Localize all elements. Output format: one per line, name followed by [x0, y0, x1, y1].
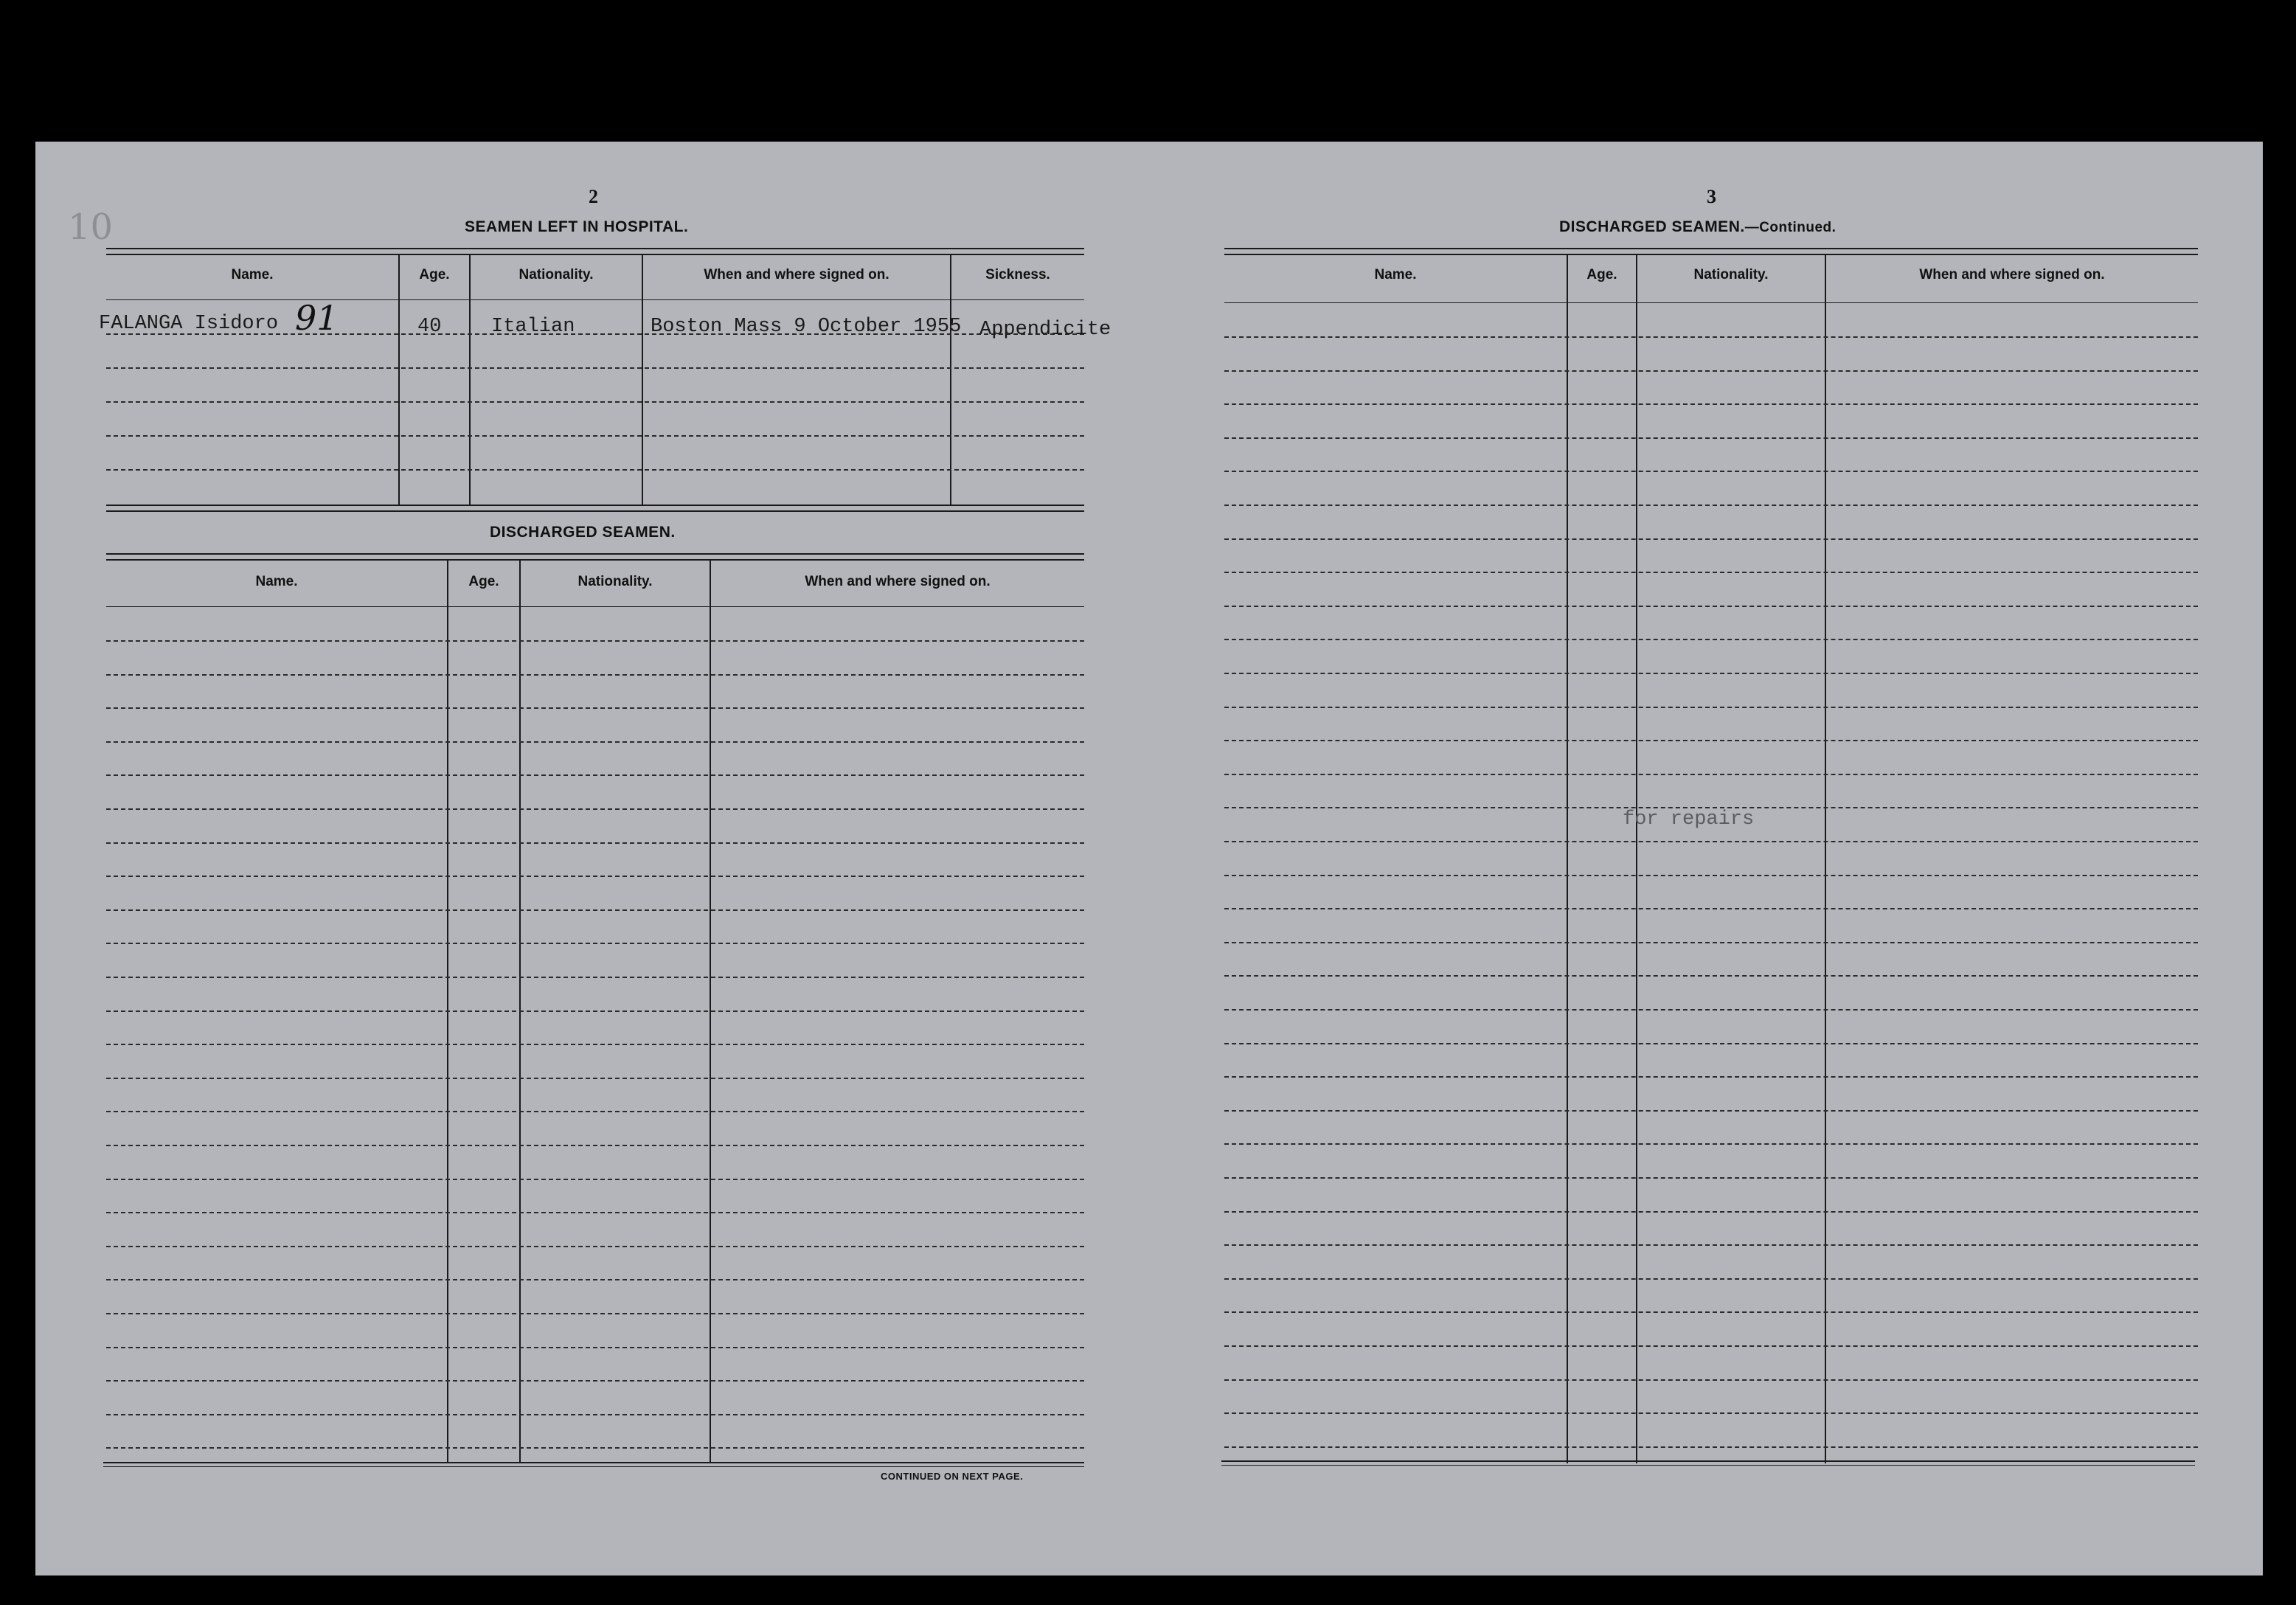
column-divider	[1567, 254, 1568, 1463]
row-line	[1224, 1110, 2198, 1112]
column-header-nationality: Nationality.	[578, 574, 653, 589]
table-rule	[1224, 248, 2198, 249]
row-line	[106, 774, 1084, 776]
hospital-section-title: SEAMEN LEFT IN HOSPITAL.	[465, 218, 689, 235]
seaman-age: 40	[417, 316, 442, 338]
row-line	[106, 640, 1084, 642]
row-line	[1224, 1345, 2198, 1347]
column-divider	[398, 254, 400, 505]
row-line	[1224, 841, 2198, 842]
row-line	[1224, 1244, 2198, 1246]
row-line	[1224, 1043, 2198, 1044]
column-header-signed-on: When and where signed on.	[805, 574, 991, 589]
table-rule	[1224, 302, 2198, 303]
row-line	[1224, 1211, 2198, 1213]
row-line	[1224, 370, 2198, 372]
row-line	[1224, 975, 2198, 977]
row-line	[1224, 1412, 2198, 1414]
row-line	[1224, 673, 2198, 674]
row-line	[1224, 942, 2198, 943]
row-line	[106, 1078, 1084, 1079]
row-line	[106, 1246, 1084, 1247]
row-line	[1224, 437, 2198, 439]
row-line	[1224, 1278, 2198, 1280]
seaman-nationality: Italian	[491, 316, 575, 338]
row-line	[106, 674, 1084, 676]
row-line	[106, 1347, 1084, 1348]
row-line	[106, 808, 1084, 810]
table-rule	[1221, 1460, 2195, 1462]
row-line	[1224, 1446, 2198, 1448]
title-main: DISCHARGED SEAMEN.	[1559, 218, 1745, 235]
column-divider	[642, 254, 643, 505]
table-rule	[1224, 254, 2198, 255]
table-rule	[106, 553, 1084, 555]
row-line	[106, 1380, 1084, 1382]
row-line	[106, 741, 1084, 743]
column-header-name: Name.	[255, 574, 298, 589]
table-rule	[103, 1466, 1084, 1467]
page-number-right: 3	[1707, 186, 1716, 207]
row-line	[106, 469, 1084, 471]
table-rule	[106, 299, 1084, 300]
row-line	[106, 1212, 1084, 1213]
column-header-age: Age.	[1586, 267, 1617, 282]
column-divider	[469, 254, 471, 505]
signed-on-value: Boston Mass 9 October 1955	[651, 316, 962, 338]
row-line	[1224, 572, 2198, 573]
row-line	[106, 1044, 1084, 1045]
row-line	[1224, 740, 2198, 741]
continued-footer: CONTINUED ON NEXT PAGE.	[881, 1471, 1024, 1482]
handwritten-annotation: 91	[295, 298, 339, 338]
row-line	[1224, 471, 2198, 472]
row-line	[1224, 403, 2198, 405]
column-header-age: Age.	[468, 574, 499, 589]
table-rule	[106, 505, 1084, 506]
document-sheet	[35, 142, 2263, 1575]
column-divider	[1636, 254, 1637, 1463]
column-header-name: Name.	[1374, 267, 1417, 282]
row-line	[1224, 538, 2198, 540]
row-line	[106, 1447, 1084, 1449]
row-line	[106, 367, 1084, 369]
sickness-value: Appendicite	[979, 319, 1111, 341]
discharged-continued-title	[1559, 218, 1836, 236]
table-rule	[103, 1462, 1084, 1463]
row-line	[106, 1145, 1084, 1146]
row-line	[1224, 336, 2198, 338]
column-header-age: Age.	[419, 267, 450, 282]
page-number-left: 2	[589, 186, 598, 207]
margin-mark: 10	[68, 207, 114, 248]
row-line	[106, 1414, 1084, 1415]
row-line	[106, 1111, 1084, 1112]
row-line	[106, 1279, 1084, 1280]
row-line	[1224, 908, 2198, 909]
row-line	[1224, 774, 2198, 775]
row-line	[106, 943, 1084, 944]
row-line	[1224, 1009, 2198, 1011]
row-line	[106, 1313, 1084, 1314]
table-rule	[1221, 1465, 2195, 1466]
column-divider	[950, 254, 951, 505]
column-header-signed-on: When and where signed on.	[1919, 267, 2105, 282]
column-header-nationality: Nationality.	[1693, 267, 1769, 282]
table-rule	[106, 248, 1084, 249]
row-line	[106, 435, 1084, 437]
row-line	[1224, 1379, 2198, 1381]
column-header-nationality: Nationality.	[518, 267, 594, 282]
row-line	[1224, 707, 2198, 708]
column-header-name: Name.	[231, 267, 274, 282]
row-line	[1224, 875, 2198, 876]
table-rule	[106, 559, 1084, 561]
row-line	[106, 1011, 1084, 1012]
discharged-section-title: DISCHARGED SEAMEN.	[490, 524, 676, 541]
column-header-sickness: Sickness.	[985, 267, 1050, 282]
row-line	[1224, 639, 2198, 640]
row-line	[106, 1179, 1084, 1180]
row-line	[1224, 1076, 2198, 1078]
title-suffix: —Continued.	[1744, 220, 1837, 235]
row-line	[1224, 606, 2198, 607]
row-line	[106, 909, 1084, 911]
row-line	[1224, 1143, 2198, 1145]
row-line	[106, 876, 1084, 877]
row-line	[1224, 1177, 2198, 1179]
column-header-signed-on: When and where signed on.	[704, 267, 889, 282]
row-line	[1224, 505, 2198, 506]
column-divider	[1825, 254, 1826, 1463]
bleed-through-text: for repairs	[1623, 808, 1755, 831]
table-rule	[106, 254, 1084, 255]
row-line	[106, 842, 1084, 844]
row-line	[106, 401, 1084, 403]
row-line	[1224, 1311, 2198, 1313]
row-line	[106, 977, 1084, 978]
seaman-name: FALANGA Isidoro	[99, 313, 279, 335]
row-line	[106, 707, 1084, 709]
table-rule	[106, 606, 1084, 607]
table-rule	[106, 510, 1084, 512]
